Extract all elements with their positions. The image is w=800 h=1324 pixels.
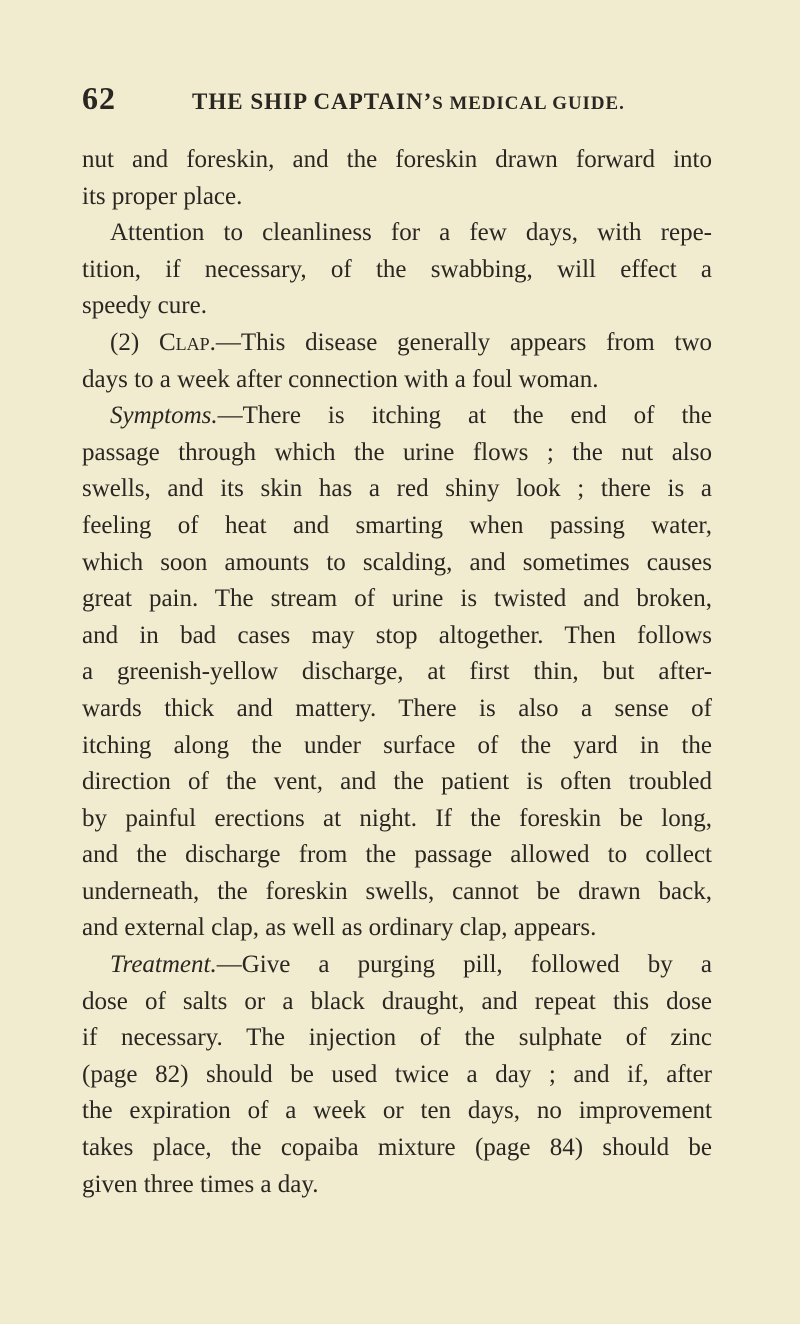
paragraph-continuation — [82, 142, 712, 215]
paragraph-symptoms — [82, 398, 712, 947]
running-head — [82, 80, 714, 120]
text-line: itching along the under surface of the yard in the — [82, 731, 712, 759]
paragraph-treatment — [82, 947, 712, 1203]
text-line: Attention to cleanliness for a few days, with repe- — [110, 219, 712, 247]
subsection-heading: Symptoms. — [110, 402, 218, 430]
text-line: days to a week after connection with a foul woman. — [82, 365, 599, 393]
text-line: wards thick and mattery. There is also a sense of — [82, 694, 712, 722]
text-line: speedy cure. — [82, 292, 207, 320]
text-line: its proper place. — [82, 182, 243, 210]
lead-text: —Give a purging pill, followed by a — [216, 951, 712, 979]
section-number: (2) — [110, 328, 140, 356]
body-text — [82, 142, 712, 1203]
paragraph-attention — [82, 215, 712, 325]
text-line-lead — [82, 325, 712, 362]
text-line: the expiration of a week or ten days, no improvement — [82, 1097, 712, 1125]
subsection-heading: Treatment. — [110, 951, 217, 979]
text-line: underneath, the foreskin swells, cannot be drawn back, — [82, 877, 712, 905]
text-line: given three times a day. — [82, 1170, 319, 1198]
text-line: and the discharge from the passage allowed to collect — [82, 841, 712, 869]
paragraph-clap — [82, 325, 712, 398]
text-line: by painful erections at night. If the foreskin be long, — [82, 804, 712, 832]
text-line: which soon amounts to scalding, and sometimes causes — [82, 548, 712, 576]
text-line: takes place, the copaiba mixture (page 84) should be — [82, 1134, 712, 1162]
text-line: swells, and its skin has a red shiny look ; there is a — [82, 475, 712, 503]
text-line: if necessary. The injection of the sulphate of zinc — [82, 1024, 712, 1052]
running-title-apostrophe: ’ — [423, 89, 433, 114]
text-line: and in bad cases may stop altogether. Then follows — [82, 621, 712, 649]
text-line: direction of the vent, and the patient is often troubled — [82, 768, 712, 796]
text-line: passage through which the urine flows ; the nut also — [82, 438, 712, 466]
text-line-lead — [82, 398, 712, 435]
text-line: a greenish-yellow discharge, at first thin, but after- — [82, 658, 712, 686]
section-heading: Clap. — [158, 328, 216, 356]
text-line: feeling of heat and smarting when passing water, — [82, 511, 712, 539]
text-line: dose of salts or a black draught, and repeat this dose — [82, 987, 712, 1015]
text-line: nut and foreskin, and the foreskin drawn forward into — [82, 146, 712, 173]
text-line: (page 82) should be used twice a day ; and if, after — [82, 1060, 712, 1088]
running-title — [192, 89, 625, 115]
lead-text: —This disease generally appears from two — [215, 328, 712, 356]
text-line-lead — [82, 947, 712, 984]
running-title-part-2: S MEDICAL GUIDE. — [432, 93, 625, 114]
running-title-part-1: THE SHIP CAPTAIN — [192, 89, 424, 114]
text-line: tition, if necessary, of the swabbing, will effect a — [82, 255, 712, 283]
text-line: great pain. The stream of urine is twisted and broken, — [82, 585, 712, 613]
text-line: and external clap, as well as ordinary clap, appears. — [82, 914, 597, 942]
page-number: 62 — [82, 80, 116, 116]
lead-text: —There is itching at the end of the — [217, 402, 712, 430]
